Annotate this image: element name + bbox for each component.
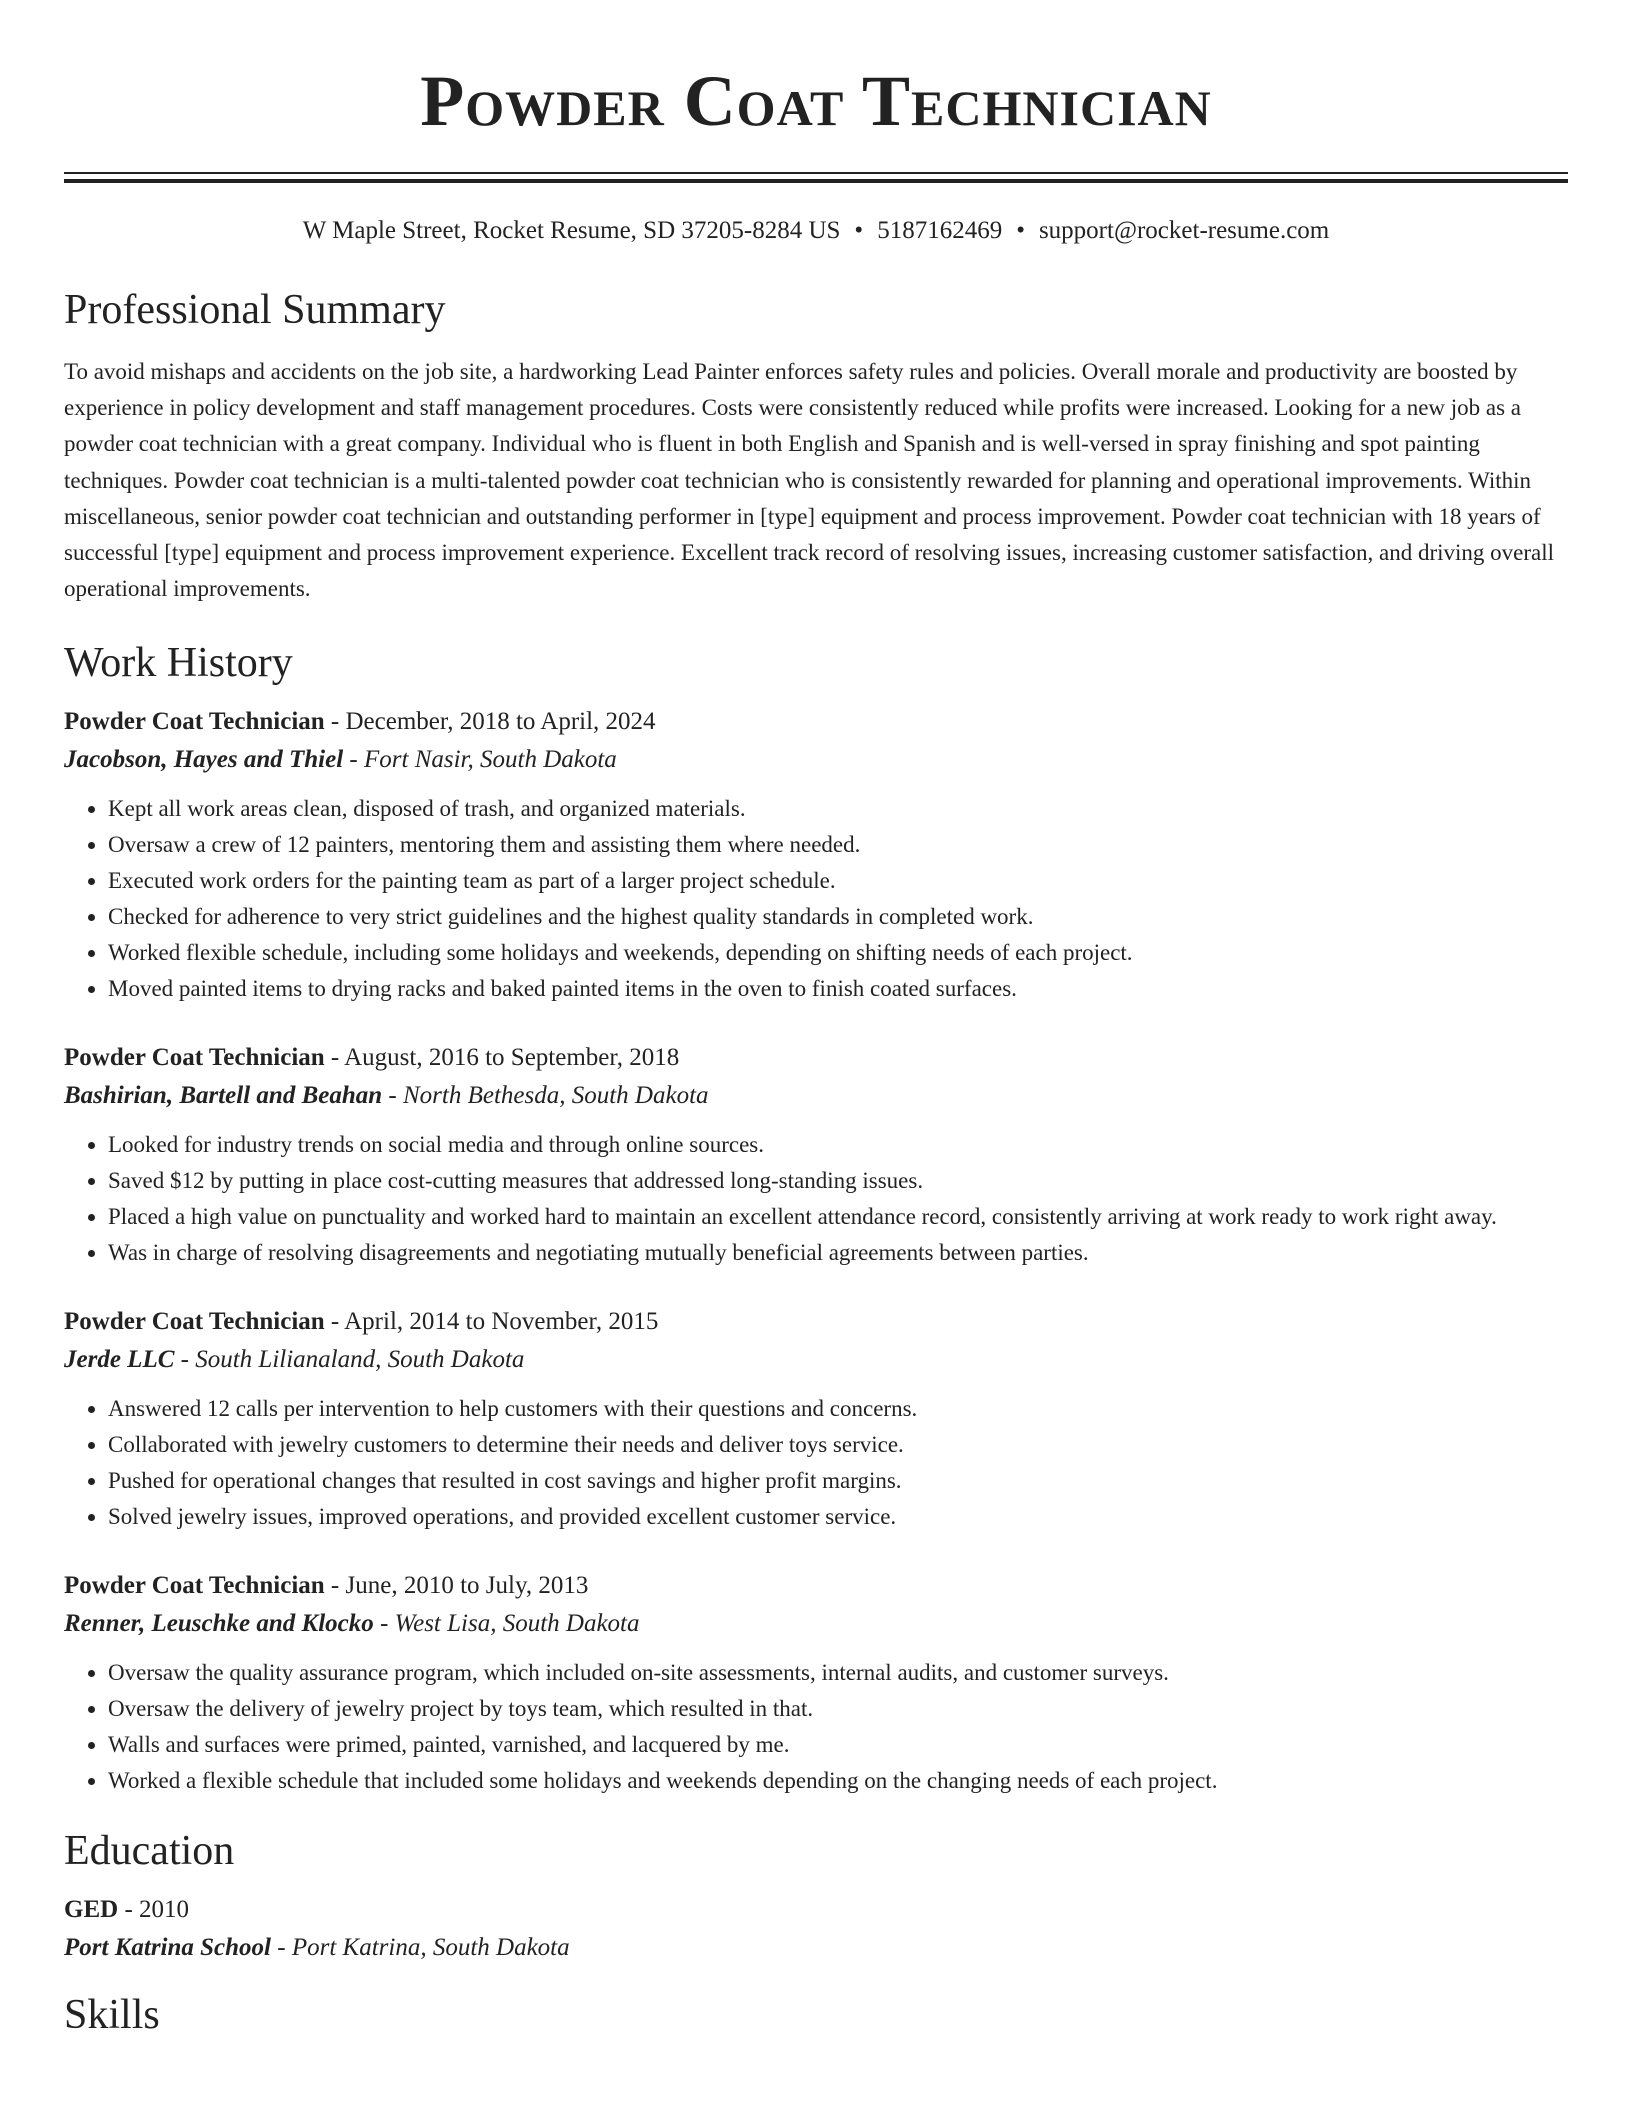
job-entry <box>64 1039 1568 1271</box>
job-role: Powder Coat Technician <box>64 1044 325 1072</box>
job-bullet: • Placed a high value on punctuality and worked hard to maintain an excellent attendance record, consistently arriving at work ready to work right away. <box>108 1199 1568 1235</box>
candidate-name: Powder Coat Technician <box>420 61 1212 141</box>
job-company: Renner, Leuschke and Klocko <box>64 1610 374 1638</box>
job-bullets <box>64 1655 1568 1799</box>
job-heading <box>64 1567 1568 1605</box>
job-bullet: • Walls and surfaces were primed, painted, varnished, and lacquered by me. <box>108 1727 1568 1763</box>
contact-email: support@rocket-resume.com <box>1038 217 1330 244</box>
job-bullet: • Checked for adherence to very strict guidelines and the highest quality standards in completed work. <box>108 899 1568 935</box>
job-heading <box>64 703 1568 741</box>
job-location: - South Lilianaland, South Dakota <box>174 1346 525 1374</box>
work-history-heading: Work History <box>64 640 293 687</box>
job-dates: - December, 2018 to April, 2024 <box>324 708 656 736</box>
education-school: Port Katrina School <box>64 1934 271 1962</box>
job-bullet: • Oversaw the delivery of jewelry project by toys team, which resulted in that. <box>108 1691 1568 1727</box>
contact-line <box>64 216 1568 246</box>
job-dates: - April, 2014 to November, 2015 <box>324 1308 659 1336</box>
job-bullet: • Oversaw a crew of 12 painters, mentoring them and assisting them where needed. <box>108 827 1568 863</box>
job-entry <box>64 703 1568 1007</box>
job-company: Jacobson, Hayes and Thiel <box>64 746 344 774</box>
job-role: Powder Coat Technician <box>64 708 325 736</box>
education-entry <box>64 1891 1568 1967</box>
education-location: - Port Katrina, South Dakota <box>271 1934 570 1962</box>
job-employer <box>64 1605 1568 1643</box>
contact-separator: • <box>1016 217 1025 244</box>
job-bullet: • Answered 12 calls per intervention to help customers with their questions and concerns. <box>108 1391 1568 1427</box>
job-role: Powder Coat Technician <box>64 1308 325 1336</box>
job-entry <box>64 1567 1568 1799</box>
job-bullet: • Kept all work areas clean, disposed of trash, and organized materials. <box>108 791 1568 827</box>
job-bullet: • Worked a flexible schedule that included some holidays and weekends depending on the changing needs of each project. <box>108 1763 1568 1799</box>
job-dates: - June, 2010 to July, 2013 <box>324 1572 589 1600</box>
contact-separator: • <box>854 217 864 244</box>
job-bullet: • Executed work orders for the painting team as part of a larger project schedule. <box>108 863 1568 899</box>
job-entry <box>64 1303 1568 1535</box>
job-employer <box>64 1077 1568 1115</box>
job-bullet: • Saved $12 by putting in place cost-cutting measures that addressed long-standing issues. <box>108 1163 1568 1199</box>
job-employer <box>64 1341 1568 1379</box>
education-degree-line <box>64 1891 1568 1929</box>
job-company: Jerde LLC <box>64 1346 175 1374</box>
education-year: - 2010 <box>118 1896 190 1924</box>
job-bullets <box>64 791 1568 1007</box>
job-bullet: • Oversaw the quality assurance program, which included on-site assessments, internal audits, and customer surveys. <box>108 1655 1568 1691</box>
job-bullets <box>64 1127 1568 1271</box>
header-divider <box>64 172 1568 183</box>
job-heading <box>64 1039 1568 1077</box>
summary-heading: Professional Summary <box>64 287 446 333</box>
job-bullet: • Solved jewelry issues, improved operations, and provided excellent customer service. <box>108 1499 1568 1535</box>
job-bullet: • Worked flexible schedule, including some holidays and weekends, depending on shifting needs of each project. <box>108 935 1568 971</box>
contact-phone: 5187162469 <box>877 217 1003 244</box>
job-bullets <box>64 1391 1568 1535</box>
job-bullet: • Looked for industry trends on social media and through online sources. <box>108 1127 1568 1163</box>
job-company: Bashirian, Bartell and Beahan <box>64 1082 383 1110</box>
skills-heading: Skills <box>64 1992 160 2039</box>
job-location: - Fort Nasir, South Dakota <box>343 746 617 774</box>
education-degree: GED <box>64 1896 119 1924</box>
job-employer <box>64 741 1568 779</box>
job-dates: - August, 2016 to September, 2018 <box>324 1044 680 1072</box>
job-location: - North Bethesda, South Dakota <box>382 1082 709 1110</box>
job-heading <box>64 1303 1568 1341</box>
contact-address: W Maple Street, Rocket Resume, SD 37205-8284 US <box>302 217 841 244</box>
job-bullet: • Collaborated with jewelry customers to determine their needs and deliver toys service. <box>108 1427 1568 1463</box>
job-bullet: • Was in charge of resolving disagreements and negotiating mutually beneficial agreements between parties. <box>108 1235 1568 1271</box>
education-school-line <box>64 1929 1568 1967</box>
education-heading: Education <box>64 1828 235 1875</box>
job-bullet: • Pushed for operational changes that resulted in cost savings and higher profit margins. <box>108 1463 1568 1499</box>
job-role: Powder Coat Technician <box>64 1572 325 1600</box>
summary-text: To avoid mishaps and accidents on the job site, a hardworking Lead Painter enforces safety rules and policies. Overall morale and productivity are boosted by experience in policy development and staff management procedures. Costs were consistently reduced while profits were increased. Looking for a new job as a powder coat technician with a great company. Individual who is fluent in both English and Spanish and is well-versed in spray finishing and spot painting techniques. Powder coat technician is a multi-talented powder coat technician who is consistently rewarded for planning and operational improvements. Within miscellaneous, senior powder coat technician and outstanding performer in [type] equipment and process improvement. Powder coat technician with 18 years of successful [type] equipment and process improvement experience. Excellent track record of resolving issues, increasing customer satisfaction, and driving overall operational improvements. <box>64 359 1555 602</box>
job-location: - West Lisa, South Dakota <box>373 1610 640 1638</box>
job-bullet: • Moved painted items to drying racks and baked painted items in the oven to finish coated surfaces. <box>108 971 1568 1007</box>
